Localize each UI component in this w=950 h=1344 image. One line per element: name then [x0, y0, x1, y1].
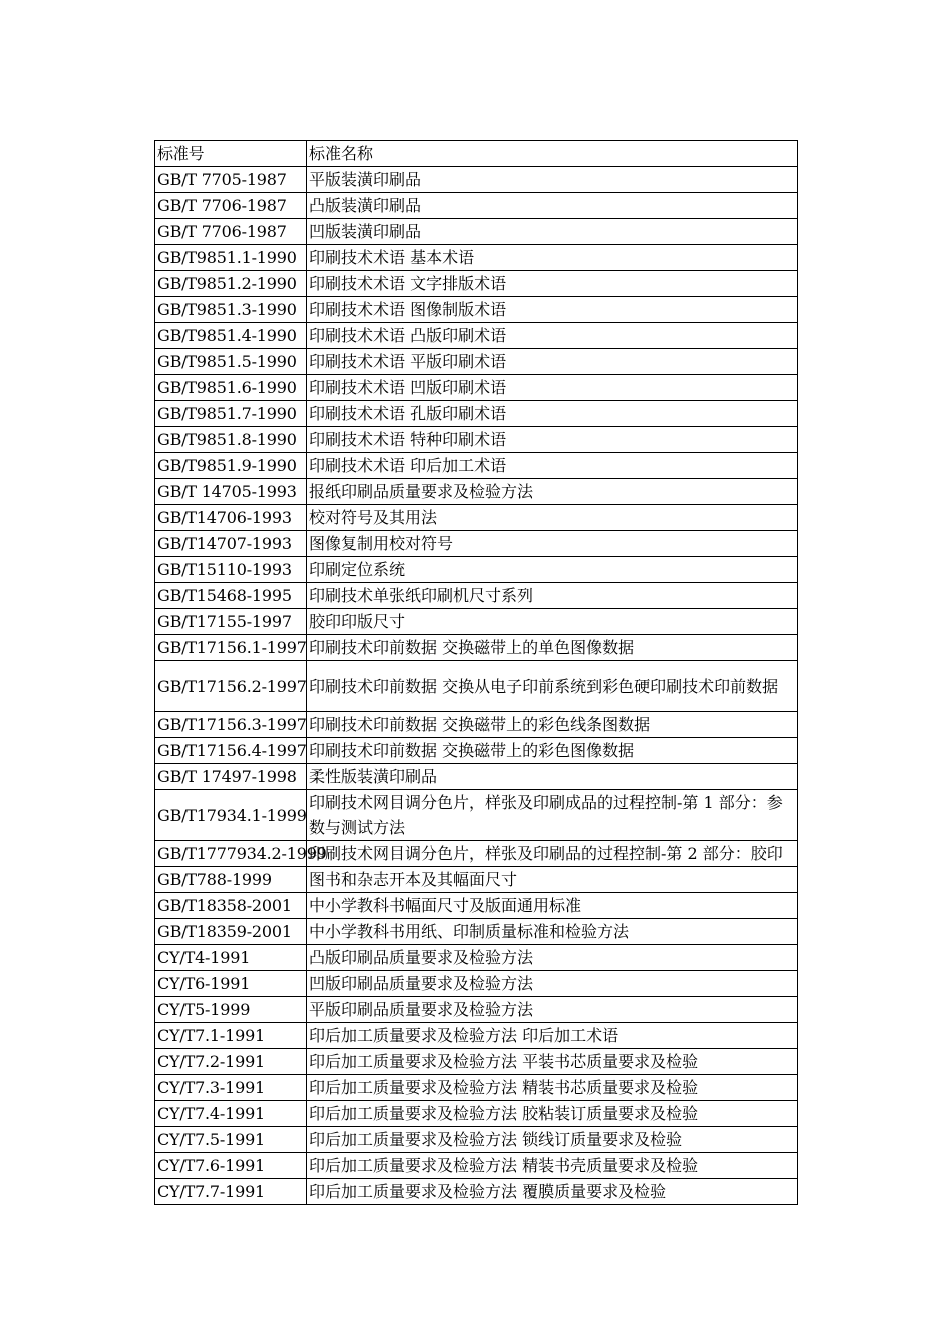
table-row — [155, 997, 798, 1023]
table-row — [155, 764, 798, 790]
table-row — [155, 583, 798, 609]
standard-code-cell: CY/T7.6-1991 — [155, 1153, 307, 1179]
standard-name-cell: 柔性版装潢印刷品 — [307, 764, 798, 790]
table-row — [155, 427, 798, 453]
header-name: 标准名称 — [307, 141, 798, 167]
standard-code-cell: GB/T17155-1997 — [155, 609, 307, 635]
standard-name-cell: 印刷技术术语 孔版印刷术语 — [307, 401, 798, 427]
standard-code-cell: GB/T15110-1993 — [155, 557, 307, 583]
standard-name-cell: 印刷技术网目调分色片，样张及印刷成品的过程控制-第 1 部分：参数与测试方法 — [307, 790, 798, 841]
standard-code-cell: GB/T17934.1-1999 — [155, 790, 307, 841]
standard-code-cell: GB/T 17497-1998 — [155, 764, 307, 790]
standard-code-cell: GB/T9851.1-1990 — [155, 245, 307, 271]
table-header-row — [155, 141, 798, 167]
standard-name-cell: 印后加工质量要求及检验方法 覆膜质量要求及检验 — [307, 1179, 798, 1205]
table-row — [155, 349, 798, 375]
standard-code-cell: GB/T9851.6-1990 — [155, 375, 307, 401]
standard-code-cell: CY/T7.7-1991 — [155, 1179, 307, 1205]
standard-code-cell: GB/T14707-1993 — [155, 531, 307, 557]
standard-code-cell: GB/T9851.2-1990 — [155, 271, 307, 297]
standard-code-cell: GB/T15468-1995 — [155, 583, 307, 609]
table-row — [155, 893, 798, 919]
standard-code-cell: GB/T788-1999 — [155, 867, 307, 893]
standard-code-cell: CY/T7.1-1991 — [155, 1023, 307, 1049]
table-row — [155, 919, 798, 945]
standards-table-body — [155, 141, 798, 1205]
standard-code-cell: CY/T4-1991 — [155, 945, 307, 971]
standard-code-cell: CY/T6-1991 — [155, 971, 307, 997]
standard-name-cell: 印后加工质量要求及检验方法 平装书芯质量要求及检验 — [307, 1049, 798, 1075]
standard-code-cell: GB/T1777934.2-1999 — [155, 841, 307, 867]
standard-name-cell: 印后加工质量要求及检验方法 精装书壳质量要求及检验 — [307, 1153, 798, 1179]
table-row — [155, 867, 798, 893]
standard-name-cell: 中小学教科书幅面尺寸及版面通用标准 — [307, 893, 798, 919]
standard-name-cell: 印刷技术印前数据 交换磁带上的彩色线条图数据 — [307, 712, 798, 738]
standard-name-cell: 凸版印刷品质量要求及检验方法 — [307, 945, 798, 971]
standard-name-cell: 图书和杂志开本及其幅面尺寸 — [307, 867, 798, 893]
table-row — [155, 945, 798, 971]
standard-name-cell: 印刷技术印前数据 交换从电子印前系统到彩色硬印刷技术印前数据 — [307, 661, 798, 712]
standard-name-cell: 印刷技术印前数据 交换磁带上的彩色图像数据 — [307, 738, 798, 764]
standard-name-cell: 印刷技术术语 凸版印刷术语 — [307, 323, 798, 349]
standard-code-cell: GB/T9851.5-1990 — [155, 349, 307, 375]
standard-name-cell: 印刷技术网目调分色片，样张及印刷品的过程控制-第 2 部分：胶印 — [307, 841, 798, 867]
table-row — [155, 557, 798, 583]
table-row — [155, 661, 798, 712]
standard-code-cell: CY/T7.2-1991 — [155, 1049, 307, 1075]
header-code: 标准号 — [155, 141, 307, 167]
table-row — [155, 1023, 798, 1049]
table-row — [155, 1179, 798, 1205]
standard-name-cell: 平版装潢印刷品 — [307, 167, 798, 193]
table-row — [155, 971, 798, 997]
standard-name-cell: 校对符号及其用法 — [307, 505, 798, 531]
standard-code-cell: GB/T17156.1-1997 — [155, 635, 307, 661]
standard-code-cell: GB/T 7706-1987 — [155, 193, 307, 219]
table-row — [155, 738, 798, 764]
table-row — [155, 323, 798, 349]
standard-name-cell: 平版印刷品质量要求及检验方法 — [307, 997, 798, 1023]
table-row — [155, 271, 798, 297]
table-row — [155, 167, 798, 193]
table-row — [155, 790, 798, 841]
table-row — [155, 712, 798, 738]
table-row — [155, 245, 798, 271]
standard-code-cell: GB/T14706-1993 — [155, 505, 307, 531]
table-row — [155, 1049, 798, 1075]
table-row — [155, 297, 798, 323]
standard-code-cell: GB/T9851.8-1990 — [155, 427, 307, 453]
standard-name-cell: 印刷技术印前数据 交换磁带上的单色图像数据 — [307, 635, 798, 661]
standard-name-cell: 印刷技术术语 凹版印刷术语 — [307, 375, 798, 401]
table-row — [155, 453, 798, 479]
standard-code-cell: CY/T5-1999 — [155, 997, 307, 1023]
standard-code-cell: GB/T17156.4-1997 — [155, 738, 307, 764]
standard-code-cell: GB/T9851.9-1990 — [155, 453, 307, 479]
standard-name-cell: 印刷技术术语 图像制版术语 — [307, 297, 798, 323]
table-row — [155, 479, 798, 505]
standard-name-cell: 印刷技术术语 特种印刷术语 — [307, 427, 798, 453]
standard-name-cell: 印后加工质量要求及检验方法 印后加工术语 — [307, 1023, 798, 1049]
standard-code-cell: GB/T9851.7-1990 — [155, 401, 307, 427]
standard-code-cell: GB/T9851.3-1990 — [155, 297, 307, 323]
standard-name-cell: 印刷技术术语 印后加工术语 — [307, 453, 798, 479]
table-row — [155, 505, 798, 531]
standard-name-cell: 印后加工质量要求及检验方法 精装书芯质量要求及检验 — [307, 1075, 798, 1101]
standard-name-cell: 印后加工质量要求及检验方法 锁线订质量要求及检验 — [307, 1127, 798, 1153]
standard-code-cell: GB/T18359-2001 — [155, 919, 307, 945]
table-row — [155, 1101, 798, 1127]
table-row — [155, 401, 798, 427]
table-row — [155, 531, 798, 557]
standard-code-cell: GB/T17156.3-1997 — [155, 712, 307, 738]
standard-name-cell: 胶印印版尺寸 — [307, 609, 798, 635]
standard-name-cell: 报纸印刷品质量要求及检验方法 — [307, 479, 798, 505]
standard-code-cell: GB/T17156.2-1997 — [155, 661, 307, 712]
table-row — [155, 1127, 798, 1153]
standard-code-cell: GB/T9851.4-1990 — [155, 323, 307, 349]
standard-code-cell: GB/T 14705-1993 — [155, 479, 307, 505]
standard-code-cell: CY/T7.5-1991 — [155, 1127, 307, 1153]
table-row — [155, 841, 798, 867]
standard-code-cell: GB/T 7705-1987 — [155, 167, 307, 193]
standard-name-cell: 凹版装潢印刷品 — [307, 219, 798, 245]
table-row — [155, 375, 798, 401]
standard-name-cell: 中小学教科书用纸、印制质量标准和检验方法 — [307, 919, 798, 945]
standard-name-cell: 印刷技术单张纸印刷机尺寸系列 — [307, 583, 798, 609]
table-row — [155, 193, 798, 219]
standard-name-cell: 印刷定位系统 — [307, 557, 798, 583]
standard-code-cell: CY/T7.3-1991 — [155, 1075, 307, 1101]
table-row — [155, 1075, 798, 1101]
standard-name-cell: 印后加工质量要求及检验方法 胶粘装订质量要求及检验 — [307, 1101, 798, 1127]
standard-name-cell: 印刷技术术语 平版印刷术语 — [307, 349, 798, 375]
standards-table — [154, 140, 798, 1205]
standard-code-cell: CY/T7.4-1991 — [155, 1101, 307, 1127]
table-row — [155, 635, 798, 661]
standard-code-cell: GB/T18358-2001 — [155, 893, 307, 919]
table-row — [155, 1153, 798, 1179]
table-row — [155, 609, 798, 635]
standard-code-cell: GB/T 7706-1987 — [155, 219, 307, 245]
standard-name-cell: 凹版印刷品质量要求及检验方法 — [307, 971, 798, 997]
standard-name-cell: 凸版装潢印刷品 — [307, 193, 798, 219]
table-row — [155, 219, 798, 245]
standard-name-cell: 图像复制用校对符号 — [307, 531, 798, 557]
standard-name-cell: 印刷技术术语 基本术语 — [307, 245, 798, 271]
standard-name-cell: 印刷技术术语 文字排版术语 — [307, 271, 798, 297]
